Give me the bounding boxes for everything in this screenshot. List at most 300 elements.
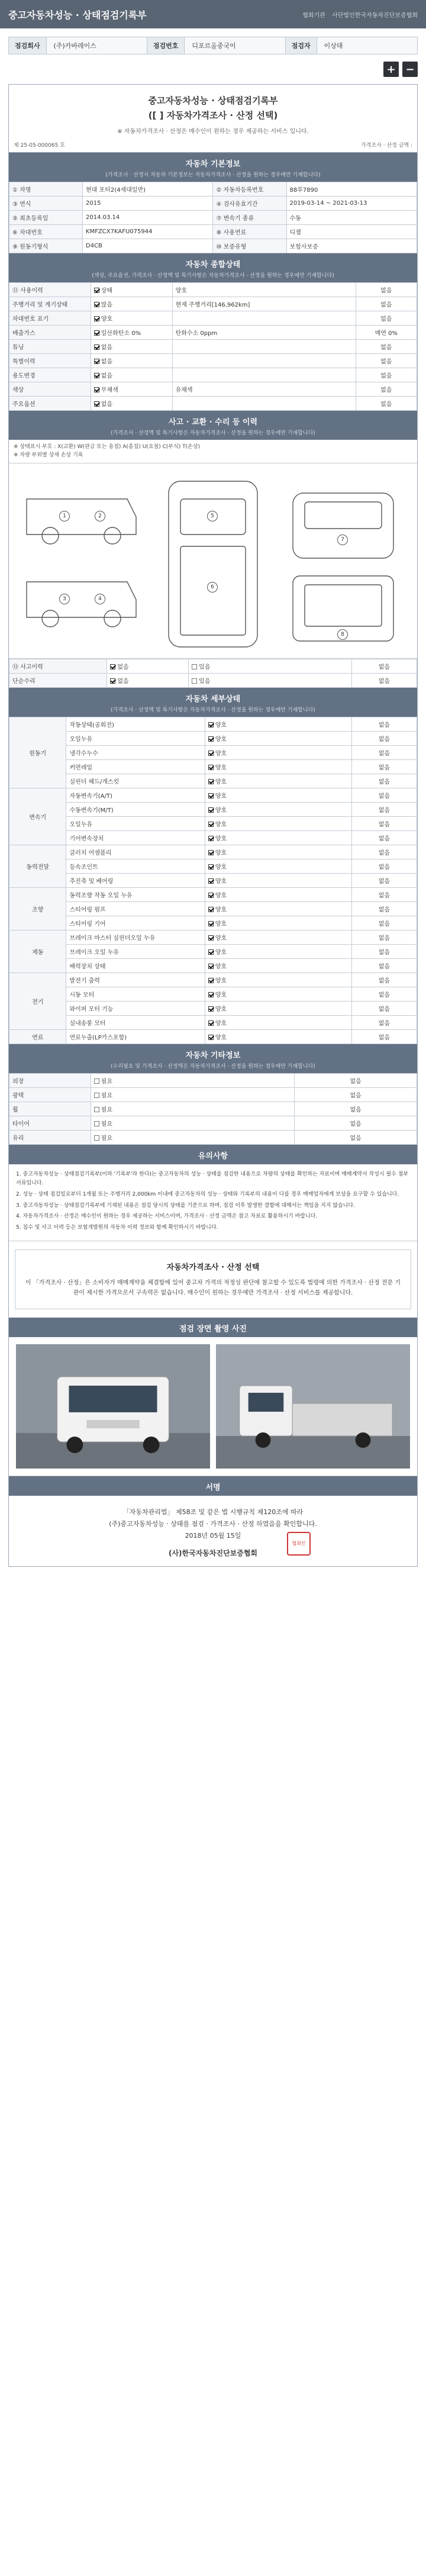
- item-special: 없음: [356, 382, 417, 397]
- item-state: [91, 1088, 295, 1102]
- etc-table: [9, 1073, 417, 1145]
- option-none: [107, 659, 189, 674]
- item-label: 실내송풍 모터: [66, 1016, 205, 1030]
- item-label: 타이어: [9, 1116, 91, 1131]
- item-state: [205, 803, 351, 817]
- checkbox: [94, 330, 99, 336]
- item-state: [91, 283, 172, 297]
- item-special: 없음: [295, 1088, 417, 1102]
- item-label: 유리: [9, 1131, 91, 1145]
- item-state: [91, 1102, 295, 1116]
- part-marker: 8: [337, 629, 348, 640]
- item-special: 없음: [351, 959, 417, 973]
- table-row: [9, 732, 417, 746]
- item-state: [205, 987, 351, 1002]
- item-state: [91, 1074, 295, 1088]
- state-text: 상태: [101, 288, 113, 294]
- item-label: 연료누출(LP가스포함): [66, 1030, 205, 1044]
- state-text: 양호: [215, 850, 227, 856]
- item-special: 없음: [356, 297, 417, 311]
- field-label: ③ 연식: [9, 197, 83, 211]
- item-state: [205, 760, 351, 774]
- item-detail: [172, 311, 356, 326]
- item-label: 기어변속장치: [66, 831, 205, 845]
- item-special: 없음: [351, 987, 417, 1002]
- item-special: 없음: [351, 732, 417, 746]
- item-special: 없음: [351, 973, 417, 987]
- item-label: 클러치 어셈블리: [66, 845, 205, 859]
- section-title: 자동차 기본정보: [185, 160, 241, 169]
- item-label: 등속조인트: [66, 859, 205, 874]
- item-detail: 현재 주행거리[146,962km]: [172, 297, 356, 311]
- item-label: 동력조향 작동 오일 누유: [66, 888, 205, 902]
- item-special: 없음: [356, 397, 417, 411]
- state-text: 양호: [215, 807, 227, 814]
- item-special: 없음: [356, 340, 417, 354]
- item-state: [205, 774, 351, 788]
- item-state: [91, 311, 172, 326]
- item-label: 추진축 및 베어링: [66, 874, 205, 888]
- state-text: 양호: [215, 1035, 227, 1041]
- item-state: [205, 732, 351, 746]
- item-special: 없음: [351, 1016, 417, 1030]
- item-state: [205, 874, 351, 888]
- item-special: 없음: [356, 354, 417, 368]
- checkbox: [94, 1107, 99, 1112]
- item-state: [205, 945, 351, 959]
- item-label: 수동변속기(M/T): [66, 803, 205, 817]
- notice-paragraph: 4. 자동차가격조사 · 산정은 매수인이 원하는 경우 제공하는 서비스이며, 가격조사 · 산정 금액은 참고 자료로 활용하시기 바랍니다.: [16, 1213, 318, 1220]
- checkbox: [94, 401, 99, 407]
- item-special: 없음: [351, 1030, 417, 1044]
- checkbox: [110, 678, 115, 684]
- sign-line: 「자동차관리법」 제58조 및 같은 법 시행규칙 제120조에 따라: [122, 1508, 304, 1516]
- checkbox: [94, 288, 99, 293]
- field-label: ⑧ 사용연료: [213, 225, 286, 239]
- zoom-in-button[interactable]: +: [383, 62, 399, 77]
- item-state: [205, 1030, 351, 1044]
- section-subtitle: (수리필요 및 가격조사 · 산정액은 자동차가격조사 · 산정을 원하는 경우에만 기재합니다): [111, 1064, 315, 1070]
- item-label: 주행거리 및 계기상태: [9, 297, 91, 311]
- item-label: 차대번호 표기: [9, 311, 91, 326]
- table-row: [9, 397, 417, 411]
- item-special: 없음: [351, 717, 417, 732]
- table-row: [9, 874, 417, 888]
- item-special: 없음: [295, 1131, 417, 1145]
- state-text: 없음: [101, 359, 113, 365]
- state-text: 양호: [101, 316, 113, 323]
- item-label: 오일누유: [66, 817, 205, 831]
- table-row: [9, 859, 417, 874]
- notice-paragraph: 2. 성능 · 상태 점검일로부터 1개월 또는 주행거리 2,000km 이내에 중고자동차의 성능 · 상태와 기록부의 내용이 다를 경우 매매업자에게 보상을 요구할 수 있습니다.: [16, 1191, 399, 1197]
- item-state: [205, 1002, 351, 1016]
- item-detail: [172, 340, 356, 354]
- item-label: 브레이크 마스터 실린더오일 누유: [66, 930, 205, 945]
- field-label: ⑨ 원동기형식: [9, 239, 83, 253]
- table-row: [9, 311, 417, 326]
- item-state: [91, 397, 172, 411]
- section-title: 자동차 세부상태: [185, 695, 241, 704]
- checkbox: [208, 864, 214, 870]
- state-text: 필요: [101, 1093, 113, 1099]
- item-state: [205, 817, 351, 831]
- info-key: 점검회사: [9, 37, 47, 54]
- car-diagram: [9, 463, 417, 659]
- checkbox: [94, 387, 99, 392]
- item-special: 없음: [351, 888, 417, 902]
- table-row: [9, 674, 417, 688]
- field-value: 88루7890: [286, 182, 417, 197]
- state-text: 양호: [215, 864, 227, 871]
- item-special: 매연 0%: [356, 326, 417, 340]
- state-text: 양호: [215, 736, 227, 743]
- group-label: 연료: [9, 1030, 66, 1044]
- state-text: 없음: [101, 373, 113, 379]
- item-special: 없음: [356, 311, 417, 326]
- state-text: 양호: [215, 722, 227, 729]
- table-row: [9, 888, 417, 902]
- state-text: 양호: [215, 1006, 227, 1013]
- checkbox: [208, 1035, 214, 1040]
- table-row: [9, 1131, 417, 1145]
- item-label: 오일누유: [66, 732, 205, 746]
- checkbox: [208, 765, 214, 770]
- state-text: 양호: [215, 978, 227, 984]
- state-text: 필요: [101, 1078, 113, 1085]
- section-accident: [9, 411, 417, 440]
- group-label: 동력전달: [9, 845, 66, 888]
- section-basic-info: [9, 153, 417, 182]
- item-special: 없음: [351, 817, 417, 831]
- table-row: [9, 283, 417, 297]
- field-label: ① 차명: [9, 182, 83, 197]
- overall-table: [9, 282, 417, 411]
- table-row: [9, 382, 417, 397]
- checkbox: [208, 921, 214, 926]
- document-header: [9, 85, 417, 141]
- item-special: 없음: [351, 859, 417, 874]
- group-label: 원동기: [9, 717, 66, 788]
- part-marker: 2: [95, 511, 105, 521]
- item-label: 시동 모터: [66, 987, 205, 1002]
- option-text: 있음: [199, 678, 211, 685]
- table-row: [9, 831, 417, 845]
- section-subtitle: (가격조사 · 산정시 자동차 기본정보는 자동차가격조사 · 산정을 원하는 경우에만 기재합니다): [105, 172, 321, 178]
- item-label: 색상: [9, 382, 91, 397]
- top-bar: [0, 0, 426, 28]
- checkbox: [192, 664, 197, 669]
- item-state: [91, 326, 172, 340]
- option-exist: [189, 674, 352, 688]
- state-text: 양호: [215, 949, 227, 956]
- option-text: 없음: [117, 664, 129, 671]
- header-link[interactable]: 협회기관: [302, 12, 325, 19]
- item-label: 배력장치 상태: [66, 959, 205, 973]
- section-title: 자동차 기타정보: [185, 1051, 241, 1060]
- option-exist: [189, 659, 352, 674]
- field-label: ② 자동차등록번호: [213, 182, 286, 197]
- item-special: 없음: [351, 659, 417, 674]
- item-label: 광택: [9, 1088, 91, 1102]
- section-overall: [9, 253, 417, 282]
- info-value: 이상태: [324, 42, 343, 50]
- item-label: 와이퍼 모터 기능: [66, 1002, 205, 1016]
- table-row: [9, 211, 417, 225]
- table-row: [9, 197, 417, 211]
- state-text: 양호: [215, 893, 227, 899]
- inspection-photo-front: [16, 1344, 210, 1469]
- checkbox: [94, 1135, 99, 1141]
- info-value: 디포르올중국이: [185, 37, 285, 54]
- state-text: 양호: [215, 793, 227, 800]
- item-state: [91, 354, 172, 368]
- table-row: [9, 959, 417, 973]
- field-label: ⑦ 변속기 종류: [213, 211, 286, 225]
- item-detail: 탄화수소 0ppm: [172, 326, 356, 340]
- item-label: 배출가스: [9, 326, 91, 340]
- truck-photo-rear: [216, 1344, 410, 1469]
- state-text: 양호: [215, 935, 227, 942]
- item-detail: 양호: [172, 283, 356, 297]
- item-label: 휠: [9, 1102, 91, 1116]
- notice-paragraph: 1. 중고자동차성능 · 상태점검기록부(이하 '기록부'라 한다)는 중고자동차의 성능 · 상태를 점검한 내용으로 차량의 상태를 확인하는 자료이며 매매계약서 작성시 필수 첨부서류입니다.: [16, 1171, 409, 1186]
- accident-legend: ※ 상태표시 부호 : X(교환) W(판금 또는 용접) A(흠집) U(요철) C(부식) T(손상) ※ 차량 부위별 상세 손상 기록: [9, 440, 417, 463]
- field-value: 보험사보증: [286, 239, 417, 253]
- item-special: 없음: [356, 283, 417, 297]
- checkbox: [208, 793, 214, 798]
- checkbox: [208, 1020, 214, 1026]
- group-label: 조향: [9, 888, 66, 930]
- checkbox: [208, 751, 214, 756]
- item-special: 없음: [351, 874, 417, 888]
- table-row: [9, 774, 417, 788]
- item-label: 브레이크 오일 누유: [66, 945, 205, 959]
- item-special: 없음: [351, 845, 417, 859]
- table-row: [9, 845, 417, 859]
- table-row: [9, 340, 417, 354]
- option-text: 있음: [199, 664, 211, 671]
- item-label: 자동변속기(A/T): [66, 788, 205, 803]
- item-special: 없음: [351, 945, 417, 959]
- accident-summary-table: [9, 659, 417, 688]
- checkbox: [94, 302, 99, 307]
- part-marker: 5: [207, 511, 218, 521]
- state-text: 양호: [215, 964, 227, 970]
- part-marker: 1: [59, 511, 70, 521]
- section-subtitle: (가격조사 · 산정액 및 특기사항은 자동차가격조사 · 산정을 원하는 경우에만 기재합니다): [111, 430, 315, 436]
- field-value: 현대 포터2(4세대일반): [83, 182, 213, 197]
- field-value: KMFZCX7KAFU075944: [83, 225, 213, 239]
- group-label: 제동: [9, 930, 66, 973]
- price-label: 가격조사 · 산정 금액 :: [361, 143, 412, 149]
- option-none: [107, 674, 189, 688]
- item-state: [205, 859, 351, 874]
- section-title: 사고 · 교환 · 수리 등 이력: [168, 418, 258, 427]
- item-label: 스티어링 펌프: [66, 902, 205, 916]
- table-row: [9, 1074, 417, 1088]
- table-row: [9, 945, 417, 959]
- state-text: 양호: [215, 992, 227, 999]
- table-row: [9, 788, 417, 803]
- field-label: ④ 검사유효기간: [213, 197, 286, 211]
- document-title: 중고자동차성능 · 상태점검기록부: [148, 95, 278, 106]
- state-text: 양호: [215, 751, 227, 757]
- part-marker: 3: [59, 594, 70, 604]
- table-row: [9, 916, 417, 930]
- item-special: 없음: [351, 1002, 417, 1016]
- checkbox: [94, 1093, 99, 1098]
- state-text: 양호: [215, 765, 227, 771]
- document-number: 제 25-05-000065 호: [14, 143, 65, 149]
- part-marker: 7: [337, 534, 348, 545]
- price-selection-box: [15, 1250, 411, 1309]
- item-label: 스티어링 기어: [66, 916, 205, 930]
- section-detail: [9, 688, 417, 717]
- table-row: [9, 717, 417, 732]
- document-title-sub: ([ ] 자동차가격조사 · 산정 선택): [148, 110, 278, 121]
- field-label: ⑤ 최초등록일: [9, 211, 83, 225]
- checkbox: [94, 1078, 99, 1084]
- info-bar: [8, 37, 418, 54]
- table-row: [9, 1102, 417, 1116]
- zoom-out-button[interactable]: −: [402, 62, 418, 77]
- checkbox: [208, 907, 214, 912]
- item-state: [205, 831, 351, 845]
- table-row: [9, 1002, 417, 1016]
- item-label: 작동상태(공회전): [66, 717, 205, 732]
- state-text: 무채색: [101, 387, 118, 394]
- item-state: [91, 382, 172, 397]
- checkbox: [208, 978, 214, 983]
- checkbox: [94, 359, 99, 364]
- checkbox: [208, 878, 214, 884]
- state-text: 없음: [101, 344, 113, 351]
- state-text: 양호: [215, 822, 227, 828]
- item-label: ⑪ 사용이력: [9, 283, 91, 297]
- item-special: 없음: [351, 760, 417, 774]
- section-subtitle: (가격조사 · 산정액 및 특기사항은 자동차가격조사 · 산정을 원하는 경우에만 기재합니다): [111, 707, 315, 713]
- table-row: [9, 1088, 417, 1102]
- item-state: [205, 845, 351, 859]
- state-text: 양호: [215, 878, 227, 885]
- field-value: 디젤: [286, 225, 417, 239]
- item-detail: [172, 397, 356, 411]
- checkbox: [208, 850, 214, 855]
- inspection-photo-rear: [216, 1344, 410, 1469]
- checkbox: [94, 1121, 99, 1126]
- field-label: ⑩ 보증유형: [213, 239, 286, 253]
- item-state: [205, 1016, 351, 1030]
- state-text: 필요: [101, 1107, 113, 1113]
- checkbox: [208, 779, 214, 784]
- item-detail: [172, 354, 356, 368]
- header-link[interactable]: 사단법인한국자동차진단보증협회: [332, 12, 418, 19]
- state-text: 양호: [215, 779, 227, 785]
- state-text: 많음: [101, 302, 113, 308]
- table-row: [9, 1016, 417, 1030]
- table-row: [9, 817, 417, 831]
- checkbox: [208, 992, 214, 997]
- document-notice: ※ 자동차가격조사 · 산정은 매수인이 원하는 경우 제공하는 서비스 입니다.: [117, 128, 309, 135]
- table-row: [9, 987, 417, 1002]
- item-special: 없음: [351, 674, 417, 688]
- table-row: [9, 1116, 417, 1131]
- table-row: [9, 297, 417, 311]
- checkbox: [208, 807, 214, 813]
- table-row: [9, 182, 417, 197]
- checkbox: [208, 836, 214, 841]
- item-state: [205, 888, 351, 902]
- item-state: [91, 368, 172, 382]
- document-number-row: [9, 141, 417, 153]
- report-document: [8, 84, 418, 1567]
- item-special: 없음: [295, 1074, 417, 1088]
- item-label: 특별이력: [9, 354, 91, 368]
- item-special: 없음: [351, 803, 417, 817]
- checkbox: [94, 316, 99, 321]
- price-box-title: 자동차가격조사 · 산정 선택: [166, 1263, 260, 1273]
- item-special: 없음: [351, 916, 417, 930]
- item-label: 커먼레일: [66, 760, 205, 774]
- item-special: 없음: [351, 788, 417, 803]
- item-detail: 유채색: [172, 382, 356, 397]
- state-text: 필요: [101, 1121, 113, 1128]
- checkbox: [208, 822, 214, 827]
- item-state: [205, 902, 351, 916]
- checkbox: [208, 964, 214, 969]
- table-row: [9, 368, 417, 382]
- item-label: 발전기 출력: [66, 973, 205, 987]
- state-text: 없음: [101, 401, 113, 408]
- item-state: [205, 717, 351, 732]
- info-value: (주)카바레이스: [47, 37, 147, 54]
- notice-text: [9, 1164, 417, 1241]
- checkbox: [208, 722, 214, 727]
- table-row: [9, 239, 417, 253]
- group-label: 전기: [9, 973, 66, 1030]
- field-label: ⑥ 차대번호: [9, 225, 83, 239]
- item-state: [205, 973, 351, 987]
- price-box-body: 이 「가격조사 · 산정」은 소비자가 매매계약을 체결함에 있어 중고차 가격의 적정성 판단에 참고할 수 있도록 법령에 의한 가격조사 · 산정 전문 기관이 제시한 가격으로서 구속력은 없습니다. 매수인이 원하는 경우에만 가격조사 · 산정 서비스를 제공합니다.: [25, 1280, 401, 1297]
- table-row: [9, 746, 417, 760]
- part-marker: 4: [95, 594, 105, 604]
- state-text: 필요: [101, 1135, 113, 1142]
- item-detail: [172, 368, 356, 382]
- item-special: 없음: [351, 902, 417, 916]
- table-row: [9, 902, 417, 916]
- item-state: [91, 340, 172, 354]
- field-value: 2014.03.14: [83, 211, 213, 225]
- sign-date: 2018년 05월 15일: [185, 1531, 241, 1540]
- item-special: 없음: [351, 930, 417, 945]
- field-value: 2015: [83, 197, 213, 211]
- item-label: 외장: [9, 1074, 91, 1088]
- section-title: 점검 장면 촬영 사진: [179, 1325, 247, 1334]
- section-notice: [9, 1145, 417, 1164]
- table-row: [9, 803, 417, 817]
- group-label: 변속기: [9, 788, 66, 845]
- item-special: 없음: [295, 1116, 417, 1131]
- option-text: 없음: [117, 678, 129, 685]
- item-state: [205, 916, 351, 930]
- truck-photo-front: [16, 1344, 210, 1469]
- item-label: 냉각수누수: [66, 746, 205, 760]
- table-row: [9, 973, 417, 987]
- field-value: 2019-03-14 ~ 2021-03-13: [286, 197, 417, 211]
- checkbox: [208, 949, 214, 955]
- info-key: 점검자: [286, 37, 317, 54]
- table-row: [9, 930, 417, 945]
